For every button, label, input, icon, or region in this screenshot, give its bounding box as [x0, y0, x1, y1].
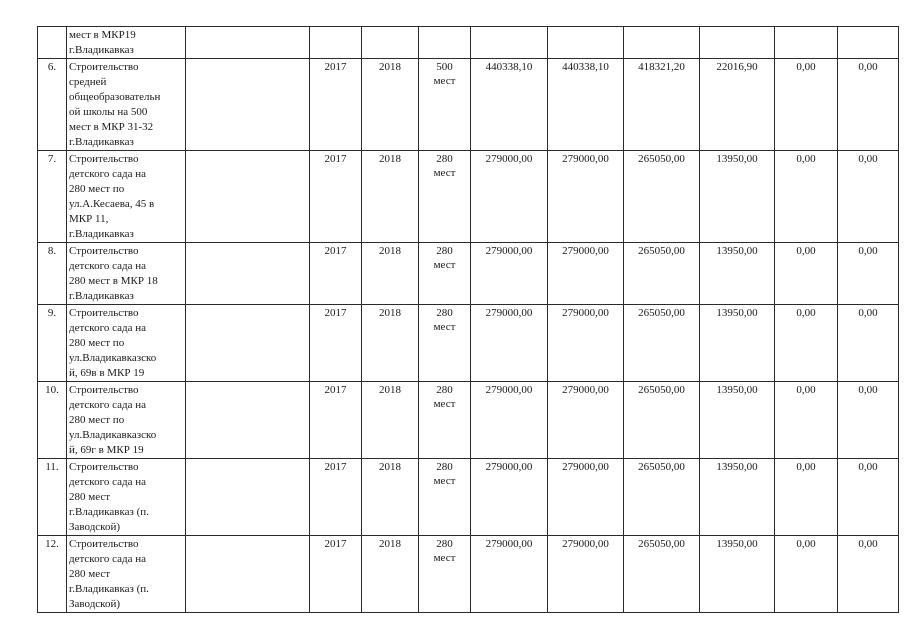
capacity-line: мест: [433, 75, 456, 87]
table-row: [38, 151, 899, 243]
empty-cell: [186, 536, 310, 613]
end-year-cell: 2018: [362, 305, 419, 382]
federal-funds-cell: 265050,00: [624, 305, 700, 382]
project-name-line: средней: [69, 76, 107, 88]
empty-cell: [471, 27, 548, 59]
capacity-line: 280: [436, 384, 453, 396]
start-year-cell: 2017: [310, 151, 362, 243]
empty-cell: [186, 305, 310, 382]
project-name-line: г.Владикавказ: [69, 290, 134, 302]
capacity-cell: [419, 382, 471, 459]
capacity-line: 280: [436, 245, 453, 257]
local-funds-cell: 0,00: [775, 459, 838, 536]
project-name-line: г.Владикавказ (п.: [69, 506, 149, 518]
capacity-cell: [419, 536, 471, 613]
project-name-line: Строительство: [69, 307, 139, 319]
empty-cell: [362, 27, 419, 59]
total-cost-cell: 279000,00: [471, 151, 548, 243]
start-year-cell: 2017: [310, 536, 362, 613]
capacity-line: мест: [433, 321, 456, 333]
end-year-cell: 2018: [362, 382, 419, 459]
capacity-line: мест: [433, 259, 456, 271]
table-body: [38, 27, 899, 613]
federal-funds-cell: 265050,00: [624, 382, 700, 459]
end-year-cell: 2018: [362, 151, 419, 243]
project-name-line: ой школы на 500: [69, 106, 148, 118]
capacity-line: мест: [433, 475, 456, 487]
table-row-continuation: [38, 27, 899, 59]
project-name-line: Строительство: [69, 153, 139, 165]
row-number-cell: 7.: [38, 151, 67, 243]
other-funds-cell: 0,00: [838, 305, 899, 382]
project-name-line: общеобразовательн: [69, 91, 161, 103]
project-name-cell: [67, 27, 186, 59]
empty-cell: [186, 459, 310, 536]
total-cost-cell: 279000,00: [471, 305, 548, 382]
project-name-line: Строительство: [69, 245, 139, 257]
empty-cell: [186, 27, 310, 59]
row-number-cell: [38, 27, 67, 59]
project-name-line: 280 мест: [69, 491, 111, 503]
other-funds-cell: 0,00: [838, 382, 899, 459]
end-year-cell: 2018: [362, 536, 419, 613]
row-number-cell: 10.: [38, 382, 67, 459]
capacity-cell: [419, 305, 471, 382]
empty-cell: [548, 27, 624, 59]
project-name-line: детского сада на: [69, 399, 146, 411]
regional-funds-cell: 13950,00: [700, 382, 775, 459]
project-name-cell: [67, 59, 186, 151]
other-funds-cell: 0,00: [838, 243, 899, 305]
project-name-line: детского сада на: [69, 168, 146, 180]
project-name-line: 280 мест по: [69, 414, 125, 426]
total-cost-cell: 279000,00: [471, 459, 548, 536]
empty-cell: [186, 382, 310, 459]
project-name-line: детского сада на: [69, 322, 146, 334]
local-funds-cell: 0,00: [775, 151, 838, 243]
row-number-cell: 9.: [38, 305, 67, 382]
amount-cell: 279000,00: [548, 382, 624, 459]
project-name-line: детского сада на: [69, 553, 146, 565]
regional-funds-cell: 13950,00: [700, 243, 775, 305]
capacity-cell: [419, 151, 471, 243]
federal-funds-cell: 265050,00: [624, 243, 700, 305]
start-year-cell: 2017: [310, 382, 362, 459]
project-name-line: МКР 11,: [69, 213, 109, 225]
total-cost-cell: 279000,00: [471, 536, 548, 613]
other-funds-cell: 0,00: [838, 536, 899, 613]
total-cost-cell: 279000,00: [471, 243, 548, 305]
project-name-line: мест в МКР 31-32: [69, 121, 154, 133]
local-funds-cell: 0,00: [775, 382, 838, 459]
capacity-cell: [419, 243, 471, 305]
project-name-line: Строительство: [69, 384, 139, 396]
project-name-cell: [67, 382, 186, 459]
capacity-line: мест: [433, 398, 456, 410]
project-name-line: Заводской): [69, 521, 121, 533]
empty-cell: [310, 27, 362, 59]
project-name-line: 280 мест по: [69, 183, 125, 195]
project-name-cell: [67, 151, 186, 243]
capacity-line: мест: [433, 552, 456, 564]
regional-funds-cell: 13950,00: [700, 536, 775, 613]
project-name-line: мест в МКР19: [69, 29, 136, 41]
capacity-line: 280: [436, 153, 453, 165]
local-funds-cell: 0,00: [775, 243, 838, 305]
project-name-line: г.Владикавказ: [69, 228, 134, 240]
amount-cell: 279000,00: [548, 536, 624, 613]
regional-funds-cell: 13950,00: [700, 151, 775, 243]
project-name-line: ул.Владикавказско: [69, 352, 157, 364]
project-name-line: детского сада на: [69, 260, 146, 272]
capacity-cell: [419, 59, 471, 151]
regional-funds-cell: 13950,00: [700, 459, 775, 536]
project-name-cell: [67, 305, 186, 382]
table-row: [38, 59, 899, 151]
project-name-line: г.Владикавказ: [69, 136, 134, 148]
empty-cell: [838, 27, 899, 59]
project-name-line: ул.Владикавказско: [69, 429, 157, 441]
row-number-cell: 11.: [38, 459, 67, 536]
capacity-cell: [419, 459, 471, 536]
project-name-cell: [67, 243, 186, 305]
project-name-line: г.Владикавказ (п.: [69, 583, 149, 595]
project-name-line: Строительство: [69, 538, 139, 550]
capacity-line: мест: [433, 167, 456, 179]
local-funds-cell: 0,00: [775, 536, 838, 613]
capacity-line: 500: [436, 61, 453, 73]
row-number-cell: 8.: [38, 243, 67, 305]
federal-funds-cell: 265050,00: [624, 151, 700, 243]
table-row: [38, 243, 899, 305]
project-name-line: 280 мест по: [69, 337, 125, 349]
empty-cell: [419, 27, 471, 59]
start-year-cell: 2017: [310, 59, 362, 151]
construction-projects-table: [37, 26, 899, 613]
end-year-cell: 2018: [362, 59, 419, 151]
project-name-line: й, 69г в МКР 19: [69, 444, 144, 456]
federal-funds-cell: 265050,00: [624, 536, 700, 613]
other-funds-cell: 0,00: [838, 151, 899, 243]
capacity-line: 280: [436, 461, 453, 473]
end-year-cell: 2018: [362, 459, 419, 536]
start-year-cell: 2017: [310, 305, 362, 382]
amount-cell: 279000,00: [548, 459, 624, 536]
start-year-cell: 2017: [310, 459, 362, 536]
capacity-line: 280: [436, 307, 453, 319]
empty-cell: [775, 27, 838, 59]
other-funds-cell: 0,00: [838, 459, 899, 536]
project-name-line: 280 мест в МКР 18: [69, 275, 158, 287]
federal-funds-cell: 418321,20: [624, 59, 700, 151]
table-row: [38, 459, 899, 536]
empty-cell: [186, 243, 310, 305]
federal-funds-cell: 265050,00: [624, 459, 700, 536]
local-funds-cell: 0,00: [775, 59, 838, 151]
row-number-cell: 6.: [38, 59, 67, 151]
project-name-line: й, 69в в МКР 19: [69, 367, 145, 379]
table-row: [38, 536, 899, 613]
project-name-line: 280 мест: [69, 568, 111, 580]
other-funds-cell: 0,00: [838, 59, 899, 151]
empty-cell: [700, 27, 775, 59]
amount-cell: 279000,00: [548, 243, 624, 305]
project-name-line: Строительство: [69, 461, 139, 473]
regional-funds-cell: 22016,90: [700, 59, 775, 151]
empty-cell: [186, 151, 310, 243]
amount-cell: 279000,00: [548, 305, 624, 382]
project-name-line: детского сада на: [69, 476, 146, 488]
project-name-line: Заводской): [69, 598, 121, 610]
row-number-cell: 12.: [38, 536, 67, 613]
amount-cell: 279000,00: [548, 151, 624, 243]
table-row: [38, 305, 899, 382]
project-name-cell: [67, 536, 186, 613]
end-year-cell: 2018: [362, 243, 419, 305]
empty-cell: [624, 27, 700, 59]
total-cost-cell: 279000,00: [471, 382, 548, 459]
regional-funds-cell: 13950,00: [700, 305, 775, 382]
local-funds-cell: 0,00: [775, 305, 838, 382]
empty-cell: [186, 59, 310, 151]
capacity-line: 280: [436, 538, 453, 550]
amount-cell: 440338,10: [548, 59, 624, 151]
project-name-line: г.Владикавказ: [69, 44, 134, 56]
project-name-line: Строительство: [69, 61, 139, 73]
total-cost-cell: 440338,10: [471, 59, 548, 151]
project-name-cell: [67, 459, 186, 536]
project-name-line: ул.А.Кесаева, 45 в: [69, 198, 155, 210]
start-year-cell: 2017: [310, 243, 362, 305]
table-row: [38, 382, 899, 459]
